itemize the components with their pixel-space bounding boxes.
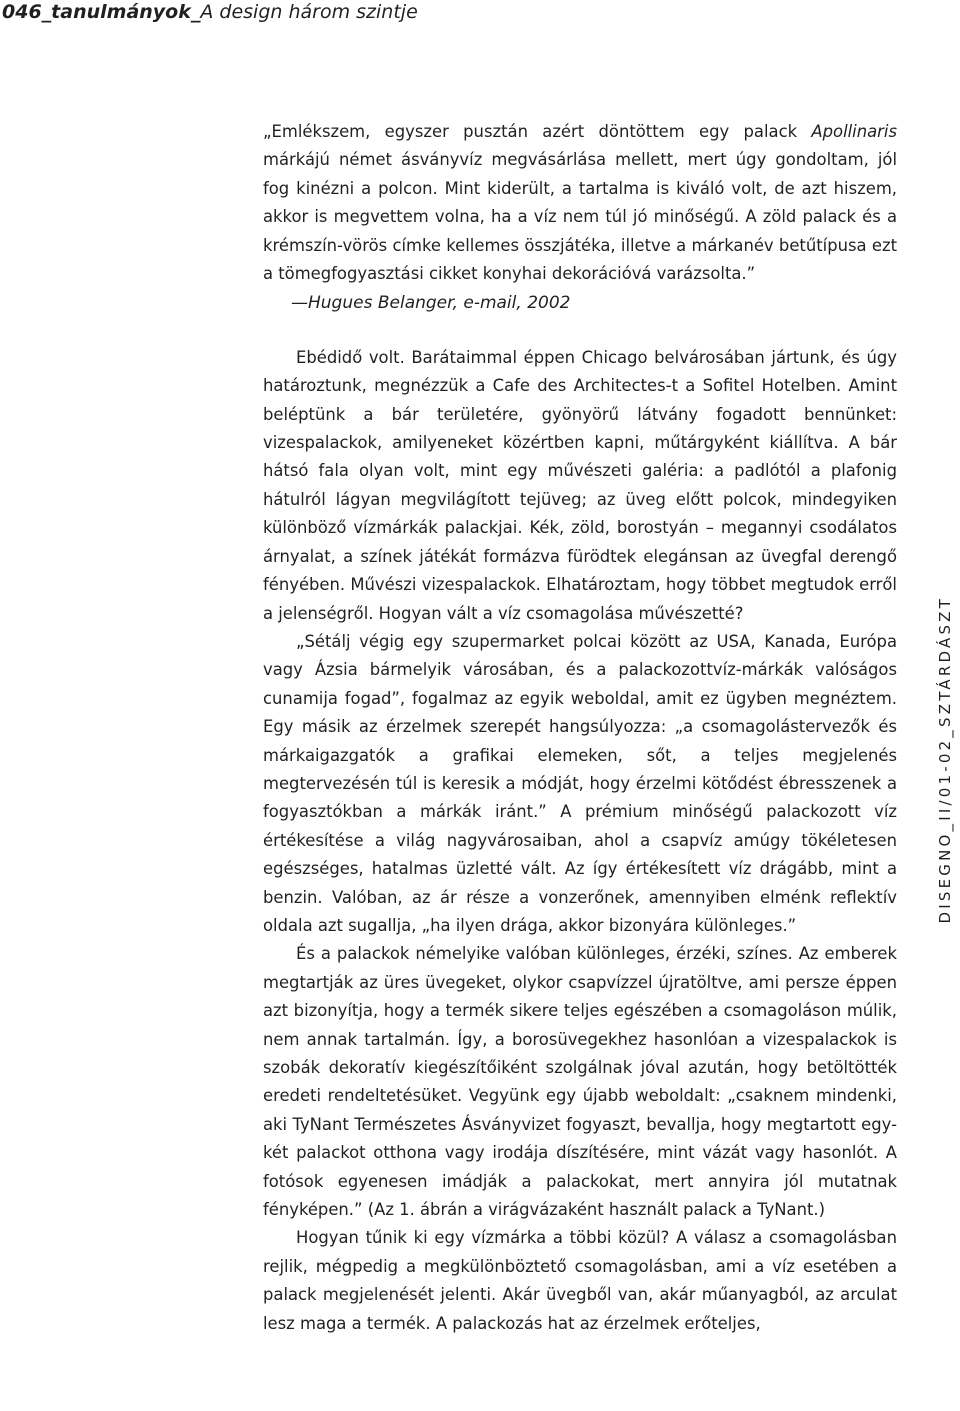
running-head xyxy=(2,0,418,24)
epigraph-brand: Apollinaris xyxy=(811,122,897,141)
article-title: A design három szintje xyxy=(200,1,418,23)
paragraph-4: Hogyan tűnik ki egy vízmárka a többi közül? A válasz a csomagolásban rejlik, mégpedig a megkülönböztető csomagolásban, ami a víz esetében a palack megjelenését jelenti. Akár üvegből van, akár műanyagból, az arculat lesz maga a termék. A palackozás hat az érzelmek erőteljes, xyxy=(263,1228,897,1333)
epigraph xyxy=(263,118,897,318)
journal-side-label: DISEGNO_II/01-02_SZTÁRDÁSZT xyxy=(936,596,954,924)
article-column xyxy=(263,118,897,1338)
paragraph-2: „Sétálj végig egy szupermarket polcai között az USA, Kanada, Európa vagy Ázsia bármelyik városában, és a palackozottvíz-márkák valóságos cunamija fogad”, fogalmaz az egyik weboldal, amit ez ügyben megnéztem. Egy másik az érzelmek szerepét hangsúlyozza: „a csomagolástervezők és márkaigazgatók a grafikai elemeken, sőt, a teljes megjelenés megtervezésén túl is keresik a módját, hogy érzelmi kötődést ébresszenek a fogyasztókban a márkák iránt.” A prémium minőségű palackozott víz értékesítése a világ nagyvárosaiban, ahol a csapvíz amúgy tökéletesen egészséges, hatalmas üzletté vált. Az így értékesített víz drágább, mint a benzin. Valóban, az ár része a vonzerőnek, amennyiben elménk reflektív oldala azt sugallja, „ha ilyen drága, akkor bizonyára különleges.” xyxy=(263,631,897,935)
epigraph-quote xyxy=(263,118,897,288)
paragraph-3: És a palackok némelyike valóban különleges, érzéki, színes. Az emberek megtartják az üres üvegeket, olykor csapvízzel újratöltve, ami persze éppen azt bizonyítja, hogy a termék sikere teljes egészében a csomagoláson múlik, nem annak tartalmán. Így, a borosüvegekhez hasonlóan a vizespalackok is szobák dekoratív kiegészítőiként szolgálnak jóval azután, hogy betöltötték eredeti rendeltetésüket. Vegyünk egy újabb weboldalt: „csaknem mindenki, aki TyNant Természetes Ásványvizet fogyaszt, bevallja, hogy megtartott egy-két palackot otthona vagy irodája díszítésére, mint vázát vagy hasonlót. A fotósok egyenesen imádják a palackokat, mert annyira jól mutatnak fényképen.” (Az 1. ábrán a virágvázaként használt palack a TyNant.) xyxy=(263,944,897,1220)
epigraph-text-end: márkájú német ásványvíz megvásárlása mellett, mert úgy gondoltam, jól fog kinézni a polcon. Mint kiderült, a tartalma is kiváló volt, de azt hiszem, akkor is megvettem volna, ha a víz nem túl jó minőségű. A zöld palack és a krémszín-vörös címke kellemes összjátéka, illetve a márkanév betűtípusa ezt a tömegfogyasztási cikket konyhai dekorációvá varázsolta.” xyxy=(263,150,897,284)
section-name: tanulmányok_ xyxy=(51,1,201,23)
epigraph-text-start: „Emlékszem, egyszer pusztán azért döntöttem egy palack xyxy=(263,122,812,141)
paragraph-1: Ebédidő volt. Barátaimmal éppen Chicago belvárosában jártunk, és úgy határoztunk, megnézzük a Cafe des Architectes-t a Sofitel Hotelben. Amint beléptünk a bár területére, gyönyörű látvány fogadott bennünket: vizespalackok, amilyeneket közértben kapni, műtárgyként kiállítva. A bár hátsó fala olyan volt, mint egy művészeti galéria: a padlótól a plafonig hátulról lágyan megvilágított tejüveg; az üveg előtt polcok, mindegyiken különböző vízmárkák palackjai. Kék, zöld, borostyán – megannyi csodálatos árnyalat, a színek játékát formázva fürödtek elegánsan az üvegfal derengő fényében. Művészi vizespalackok. Elhatároztam, hogy többet megtudok erről a jelenségről. Hogyan vált a víz csomagolása művészetté? xyxy=(263,347,897,623)
epigraph-attribution: —Hugues Belanger, e-mail, 2002 xyxy=(291,293,571,314)
page-number: 046_ xyxy=(2,1,52,23)
